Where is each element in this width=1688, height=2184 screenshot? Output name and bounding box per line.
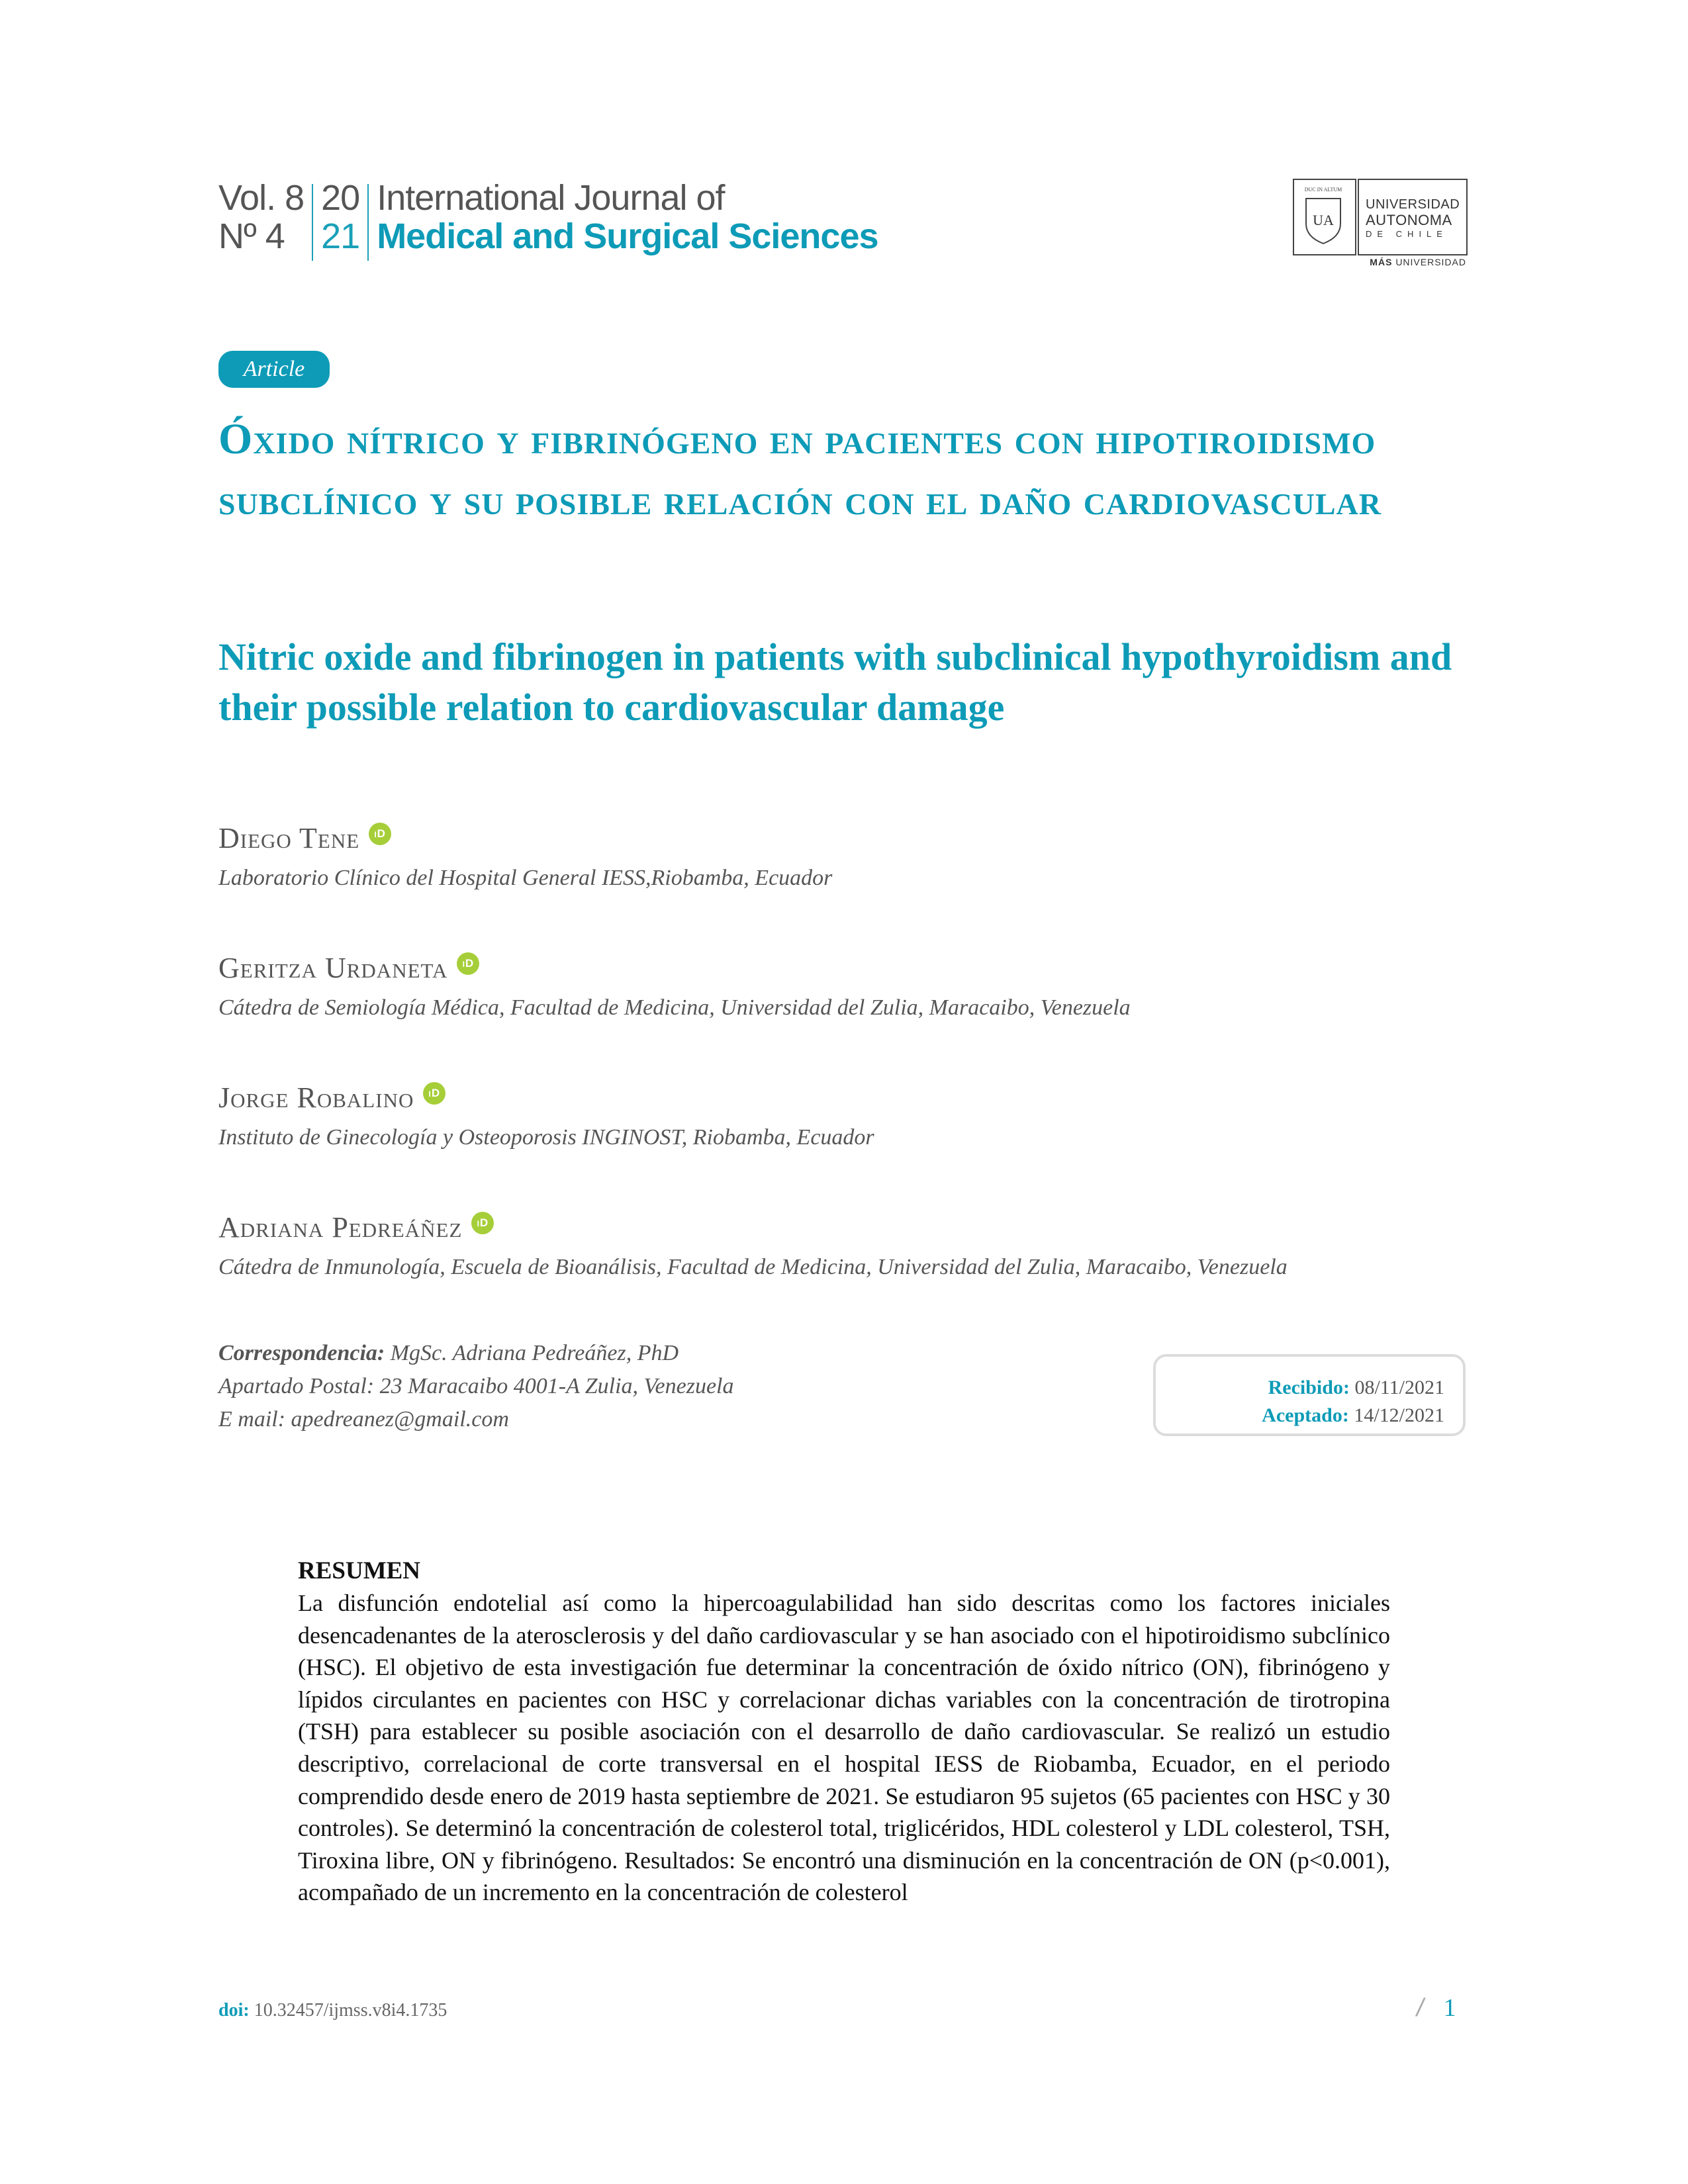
abstract-body: La disfunción endotelial así como la hipercoagulabilidad han sido descritas como los factores iniciales desencadenantes de la aterosclerosis y del daño cardiovascular y se han asociado con el hipotiroidismo subclínico (HSC). El objetivo de esta investigación fue determinar la concentración de óxido nítrico (ON), fibrinógeno y lípidos circulantes en pacientes con HSC y correlacionar dichas variables con la concentración de tirotropina (TSH) para establecer su posible asociación con el desarrollo de daño cardiovascular. Se realizó un estudio descriptivo, correlacional de corte transversal en el hospital IESS de Riobamba, Ecuador, en el periodo comprendido desde enero de 2019 hasta septiembre de 2021. Se estudiaron 95 sujetos (65 pacientes con HSC y 30 controles). Se determinó la concentración de colesterol total, triglicéridos, HDL colesterol y LDL colesterol, TSH, Tiroxina libre, ON y fibrinógeno. Resultados: Se encontró una disminución en la concentración de ON (p<0.001), acompañado de un incremento en la concentración de colesterol: [298, 1590, 1390, 1906]
author-name: Geritza Urdaneta: [218, 951, 448, 984]
received-row: [1156, 1374, 1444, 1402]
correspondence-name: MgSc. Adriana Pedreáñez, PhD: [390, 1341, 679, 1365]
orcid-icon[interactable]: iD: [423, 1082, 445, 1105]
orcid-icon[interactable]: iD: [369, 823, 391, 845]
logo-tagline: [1359, 257, 1466, 267]
author-name: Diego Tene: [218, 821, 360, 854]
logo-initials: UA: [1313, 212, 1334, 228]
author-entry: [218, 1079, 1476, 1150]
author-entry: [218, 1208, 1476, 1280]
author-entry: [218, 819, 1476, 891]
doi-label: doi:: [218, 2000, 250, 2021]
journal-header: [218, 179, 878, 265]
volume: Vol. 8: [218, 178, 305, 218]
logo-motto: DUC IN ALTUM: [1304, 187, 1342, 193]
title-spanish: Óxido nítrico y fibrinógeno en pacientes con hipotiroidismo subclínico y su posible relación con el daño cardiovascular: [218, 415, 1382, 524]
orcid-icon[interactable]: iD: [457, 952, 479, 975]
received-label: Recibido:: [1268, 1377, 1350, 1398]
logo-tagline-rest: UNIVERSIDAD: [1395, 257, 1466, 267]
correspondence-email[interactable]: E mail: apedreanez@gmail.com: [218, 1407, 509, 1432]
author-name-row: [218, 949, 1476, 986]
author-affiliation: Laboratorio Clínico del Hospital General IESS,Riobamba, Ecuador: [218, 866, 833, 890]
logo-line2: AUTONOMA: [1366, 212, 1452, 228]
year-bottom: 21: [321, 216, 360, 256]
logo-line3: DE CHILE: [1366, 229, 1448, 239]
correspondence-label: Correspondencia:: [218, 1341, 385, 1365]
author-name: Jorge Robalino: [218, 1081, 414, 1114]
author-name-row: [218, 1079, 1476, 1116]
year: [321, 179, 359, 255]
orcid-icon[interactable]: iD: [471, 1212, 494, 1234]
author-name-row: [218, 1208, 1476, 1246]
doi: [218, 2000, 447, 2021]
volume-issue: [218, 179, 304, 255]
journal-name-line2: Medical and Surgical Sciences: [377, 216, 878, 256]
correspondence-block: [218, 1337, 1079, 1436]
page-number: [1417, 1993, 1456, 2023]
logo-tagline-bold: MÁS: [1370, 257, 1393, 267]
doi-value[interactable]: 10.32457/ijmss.v8i4.1735: [254, 2000, 447, 2021]
logo-line1: UNIVERSIDAD: [1366, 197, 1460, 212]
author-affiliation: Cátedra de Inmunología, Escuela de Bioanálisis, Facultad de Medicina, Universidad del Zulia, Maracaibo, Venezuela: [218, 1255, 1288, 1279]
received-date: 08/11/2021: [1354, 1377, 1444, 1398]
correspondence-address: Apartado Postal: 23 Maracaibo 4001-A Zulia, Venezuela: [218, 1374, 734, 1398]
header-divider: [367, 184, 369, 261]
article-type-badge: Article: [218, 351, 330, 388]
author-entry: [218, 949, 1476, 1021]
correspondence-name-line: [218, 1337, 1079, 1370]
title-english: Nitric oxide and fibrinogen in patients with subclinical hypothyroidism and their possible relation to cardiovascular damage: [218, 635, 1452, 729]
author-name-row: [218, 819, 1476, 856]
accepted-date: 14/12/2021: [1354, 1404, 1444, 1426]
page-separator: /: [1417, 1993, 1424, 2022]
page-number-value: 1: [1443, 1994, 1456, 2022]
accepted-row: [1156, 1402, 1444, 1430]
journal-name: [377, 179, 878, 255]
abstract-section: [298, 1555, 1390, 1909]
year-top: 20: [321, 178, 360, 218]
author-name: Adriana Pedreáñez: [218, 1210, 463, 1244]
journal-name-line1: International Journal of: [377, 178, 725, 218]
accepted-label: Aceptado:: [1262, 1404, 1349, 1426]
abstract-heading: RESUMEN: [298, 1557, 421, 1584]
author-affiliation: Cátedra de Semiología Médica, Facultad de Medicina, Universidad del Zulia, Maracaibo, Venezuela: [218, 995, 1131, 1020]
author-affiliation: Instituto de Ginecología y Osteoporosis INGINOST, Riobamba, Ecuador: [218, 1125, 874, 1150]
university-logo: [1293, 179, 1466, 271]
header-divider: [312, 184, 313, 261]
dates-box: [1153, 1354, 1466, 1436]
issue-number: Nº 4: [218, 216, 285, 256]
